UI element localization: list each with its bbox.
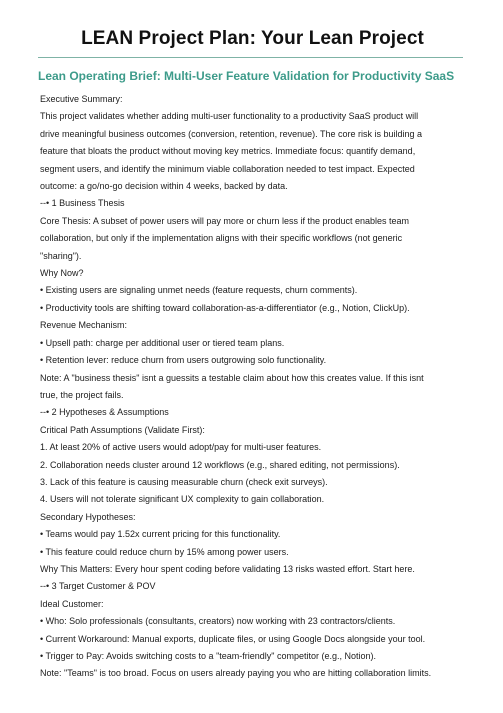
note-line: Note: A "business thesis" isnt a guessits a testable claim about how this creates value. If this isnt [40,372,424,383]
body-line: feature that bloats the product without moving key metrics. Immediate focus: quantify demand, [40,146,416,157]
body-line: segment users, and identify the minimum viable collaboration needed to test impact. Expected [40,163,415,174]
bullet-item: • Productivity tools are shifting toward collaboration-as-a-differentiator (e.g., Notion, ClickUp). [40,302,410,313]
numbered-item: 1. At least 20% of active users would adopt/pay for multi-user features. [40,442,322,453]
title-divider [38,57,463,58]
numbered-item: 3. Lack of this feature is causing measurable churn (check exit surveys). [40,476,328,487]
body-line: collaboration, but only if the implementation aligns with their specific workflows (not generic [40,233,403,244]
bullet-item: • Existing users are signaling unmet needs (feature requests, churn comments). [40,285,358,296]
body-line: Why This Matters: Every hour spent coding before validating 13 risks wasted effort. Start here. [40,563,415,574]
numbered-item: 2. Collaboration needs cluster around 12 workflows (e.g., shared editing, not permissions). [40,459,400,470]
body-line: Core Thesis: A subset of power users will pay more or churn less if the product enables team [40,215,410,226]
section-heading: --• 2 Hypotheses & Assumptions [40,407,169,418]
section-heading: --• 1 Business Thesis [40,198,125,209]
body-line: "sharing"). [40,250,82,261]
section-label: Secondary Hypotheses: [40,511,136,522]
numbered-item: 4. Users will not tolerate significant UX complexity to gain collaboration. [40,494,325,505]
section-label: Why Now? [40,268,84,279]
bullet-item: • This feature could reduce churn by 15% among power users. [40,546,289,557]
body-line: drive meaningful business outcomes (conversion, retention, revenue). The core risk is building a [40,128,423,139]
bullet-item: • Who: Solo professionals (consultants, creators) now working with 23 contractors/clients. [40,616,396,627]
section-label: Revenue Mechanism: [40,320,128,331]
bullet-item: • Trigger to Pay: Avoids switching costs to a "team-friendly" competitor (e.g., Notion). [40,651,377,661]
bullet-item: • Current Workaround: Manual exports, duplicate files, or using Google Docs alongside your tool. [40,633,426,644]
bullet-item: • Upsell path: charge per additional user or tiered team plans. [40,337,285,348]
document-body [40,91,465,683]
bullet-item: • Teams would pay 1.52x current pricing for this functionality. [40,529,281,540]
body-line: This project validates whether adding multi-user functionality to a productivity SaaS product will [40,111,419,122]
section-label: Critical Path Assumptions (Validate First): [40,424,205,435]
bullet-item: • Retention lever: reduce churn from users outgrowing solo functionality. [40,355,327,366]
document-title: LEAN Project Plan: Your Lean Project [81,28,424,49]
note-line: Note: "Teams" is too broad. Focus on users already paying you who are hitting collaboration limits. [40,668,432,679]
body-line: outcome: a go/no-go decision within 4 weeks, backed by data. [40,181,288,192]
note-line: true, the project fails. [40,389,124,400]
document-subtitle: Lean Operating Brief: Multi-User Feature Validation for Productivity SaaS [38,69,455,83]
section-heading: --• 3 Target Customer & POV [40,581,156,592]
section-label: Ideal Customer: [40,598,104,609]
section-label: Executive Summary: [40,94,123,104]
